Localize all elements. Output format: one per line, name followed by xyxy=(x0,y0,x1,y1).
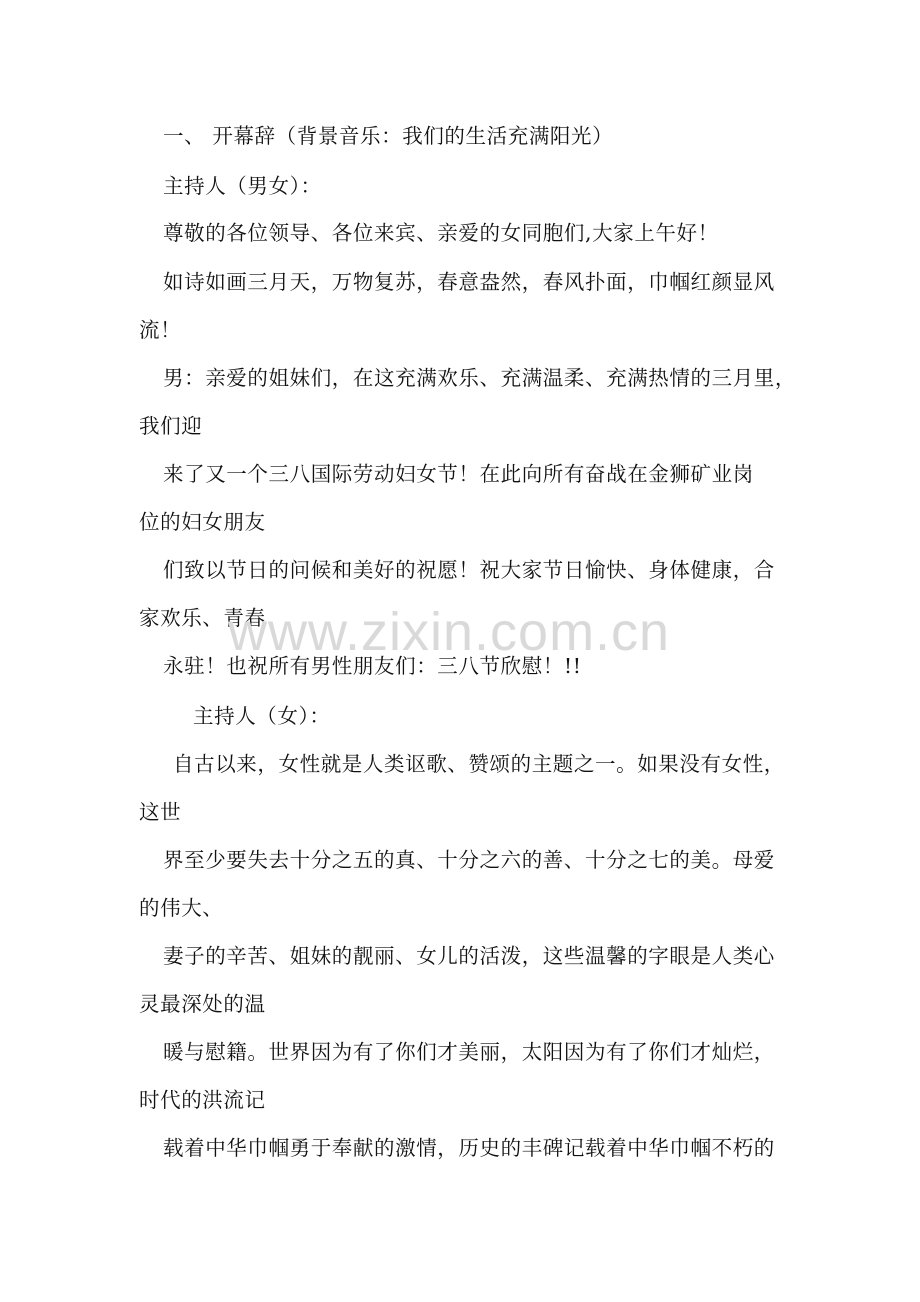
paragraph-line: 主持人（女）： xyxy=(193,704,331,728)
paragraph-line: 们致以节日的问候和美好的祝愿！祝大家节日愉快、身体健康，合 xyxy=(163,558,775,582)
paragraph-line: 家欢乐、青春 xyxy=(139,606,266,630)
paragraph-line: 流！ xyxy=(139,318,182,342)
paragraph-line: 尊敬的各位领导、各位来宾、亲爱的女同胞们,大家上午好！ xyxy=(163,221,719,245)
watermark: www.zixin.com.cn xyxy=(228,602,671,662)
paragraph-line: 妻子的辛苦、姐妹的靓丽、女儿的活泼，这些温馨的字眼是人类心 xyxy=(163,944,775,968)
paragraph-line: 来了又一个三八国际劳动妇女节！在此向所有奋战在金狮矿业岗 xyxy=(163,462,754,486)
paragraph-line: 暖与慰籍。世界因为有了你们才美丽，太阳因为有了你们才灿烂， xyxy=(163,1040,775,1064)
paragraph-line: 自古以来，女性就是人类讴歌、赞颂的主题之一。如果没有女性， xyxy=(173,752,785,776)
paragraph-line: 如诗如画三月天，万物复苏，春意盎然，春风扑面，巾帼红颜显风 xyxy=(163,270,775,294)
paragraph-line: 时代的洪流记 xyxy=(139,1088,266,1112)
paragraph-line: 位的妇女朋友 xyxy=(139,510,266,534)
paragraph-line: 的伟大、 xyxy=(139,896,224,920)
paragraph-line: 永驻！也祝所有男性朋友们：三八节欣慰！!! xyxy=(163,654,582,678)
paragraph-line: 主持人（男女）： xyxy=(163,174,322,198)
section-heading-opening-speech: 一、 开幕辞（背景音乐：我们的生活充满阳光） xyxy=(163,124,614,148)
paragraph-line: 载着中华巾帼勇于奉献的激情，历史的丰碑记载着中华巾帼不朽的 xyxy=(163,1136,775,1160)
paragraph-line: 灵最深处的温 xyxy=(139,992,266,1016)
paragraph-line: 这世 xyxy=(139,800,182,824)
paragraph-line: 界至少要失去十分之五的真、十分之六的善、十分之七的美。母爱 xyxy=(163,848,775,872)
paragraph-line: 我们迎 xyxy=(139,414,203,438)
paragraph-line: 男：亲爱的姐妹们，在这充满欢乐、充满温柔、充满热情的三月里， xyxy=(163,366,796,390)
